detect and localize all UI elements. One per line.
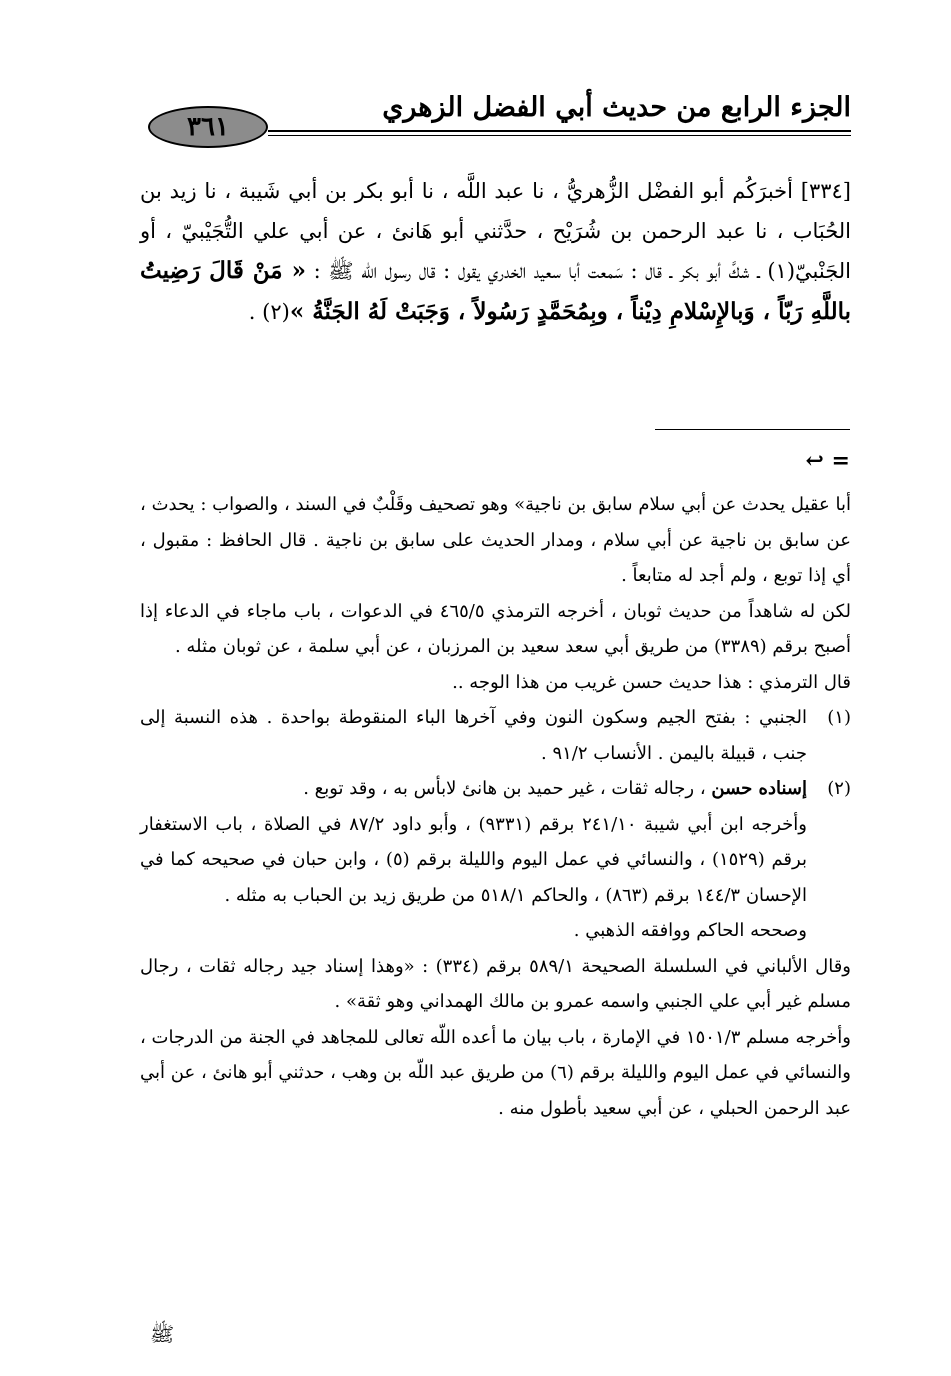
hadith-quote: « مَنْ قَالَ رَضِيتُ باللَّهِ رَبّاً ، وَبالإِسْلامِ دِيْناً ، وبِمُحَمَّدٍ رَسُولاً ، وَجَبَتْ لَهُ الجَنَّةُ » bbox=[140, 257, 851, 325]
footnote-continued-paragraph: قال الترمذي : هذا حديث حسن غريب من هذا الوجه .. bbox=[452, 671, 851, 693]
footnote-2 bbox=[140, 771, 851, 807]
footnote-continued-paragraph: لكن له شاهداً من حديث ثوبان ، أخرجه الترمذي ٤٦٥/٥ في الدعوات ، باب ماجاء في الدعاء إذا أصبح برقم (٣٣٨٩) من طريق أبي سعد سعيد بن المرزبان ، عن أبي سلمة ، عن ثوبان مثله . bbox=[140, 600, 851, 657]
page-number-badge: ٣٦١ bbox=[148, 106, 268, 148]
continuation-mark: = ↩ bbox=[805, 448, 850, 474]
hadith-quote-end: (٢) . bbox=[248, 299, 290, 324]
hadith-text bbox=[140, 172, 851, 332]
footnote-1 bbox=[140, 700, 851, 771]
footnote-continued-paragraph: أبا عقيل يحدث عن أبي سلام سابق بن ناجية» وهو تصحيف وقَلْبٌ في السند ، والصواب : يحدث ، عن سابق بن ناجية عن أبي سلام ، ومدار الحديث على سابق بن ناجية . قال الحافظ : مقبول ، أي إذا توبع ، ولم أجد له متابعاً . bbox=[140, 494, 851, 586]
footnote-number: (٢) bbox=[827, 778, 851, 799]
hadith-chain: أخبرَكُم أبو الفضْل الزُّهريُّ ، نا عبد اللَّه ، نا أبو بكر بن أبي شَيبة ، نا زيد بن الحُبَاب ، نا عبد الرحمن بن شُرَيْح ، حدَّثني أبو هَانئ ، عن أبي علي التُّجَيْبيّ ، أو الجَنْبيّ(١) ـ شكَّ أبو بكر ـ قال : سَمعت أبا سعيد الخدري يقول : قال رسول اللّه ﷺ : bbox=[140, 179, 851, 283]
footnote-number: (١) bbox=[827, 707, 851, 728]
footnote-2-paragraph: وقال الألباني في السلسلة الصحيحة ٥٨٩/١ برقم (٣٣٤) : «وهذا إسناد جيد رجاله ثقات ، رجال مسلم غير أبي علي الجنبي واسمه عمرو بن مالك الهمداني وهو ثقة» . bbox=[140, 955, 851, 1012]
hadith-number: [٣٣٤] bbox=[800, 179, 851, 203]
running-title: الجزء الرابع من حديث أبي الفضل الزهري bbox=[382, 92, 851, 123]
footnote-2-paragraph: وأخرجه ابن أبي شيبة ٢٤١/١٠ برقم (٩٣٣١) ، وأبو داود ٨٧/٢ في الصلاة ، باب الاستغفار برقم (١٥٢٩) ، والنسائي في عمل اليوم والليلة برقم (٥) ، وابن حبان في صحيحه كما في الإحسان ١٤٤/٣ برقم (٨٦٣) ، والحاكم ٥١٨/١ من طريق زيد بن الحباب به مثله . bbox=[140, 813, 807, 906]
footnote-bold-lead: إسناده حسن bbox=[711, 778, 807, 799]
footnote-lead-rest: ، رجاله ثقات ، غير حميد بن هانئ لابأس به ، وقد توبع . bbox=[303, 778, 706, 799]
footer-mark: ﷺ bbox=[150, 1322, 175, 1346]
header-rule bbox=[268, 130, 851, 132]
footnote-2-paragraph: وأخرجه مسلم ١٥٠١/٣ في الإمارة ، باب بيان ما أعده اللّه تعالى للمجاهد في الجنة من الدرجات ، والنسائي في عمل اليوم والليلة برقم (٦) من طريق عبد اللّه بن وهب ، حدثني أبو هانئ ، عن أبي عبد الرحمن الحبلي ، عن أبي سعيد بأطول منه . bbox=[140, 1026, 851, 1119]
footnote-2-paragraph: وصححه الحاكم ووافقه الذهبي . bbox=[573, 920, 807, 941]
footnote-separator bbox=[655, 429, 850, 430]
footnote-text: الجنبي : بفتح الجيم وسكون النون وفي آخرها الباء المنقوطة بواحدة . هذه النسبة إلى جنب ، قبيلة باليمن . الأنساب ٩١/٢ . bbox=[140, 707, 807, 764]
page-header bbox=[148, 88, 851, 140]
header-rule-thin bbox=[268, 135, 851, 136]
footnotes bbox=[140, 487, 851, 1126]
